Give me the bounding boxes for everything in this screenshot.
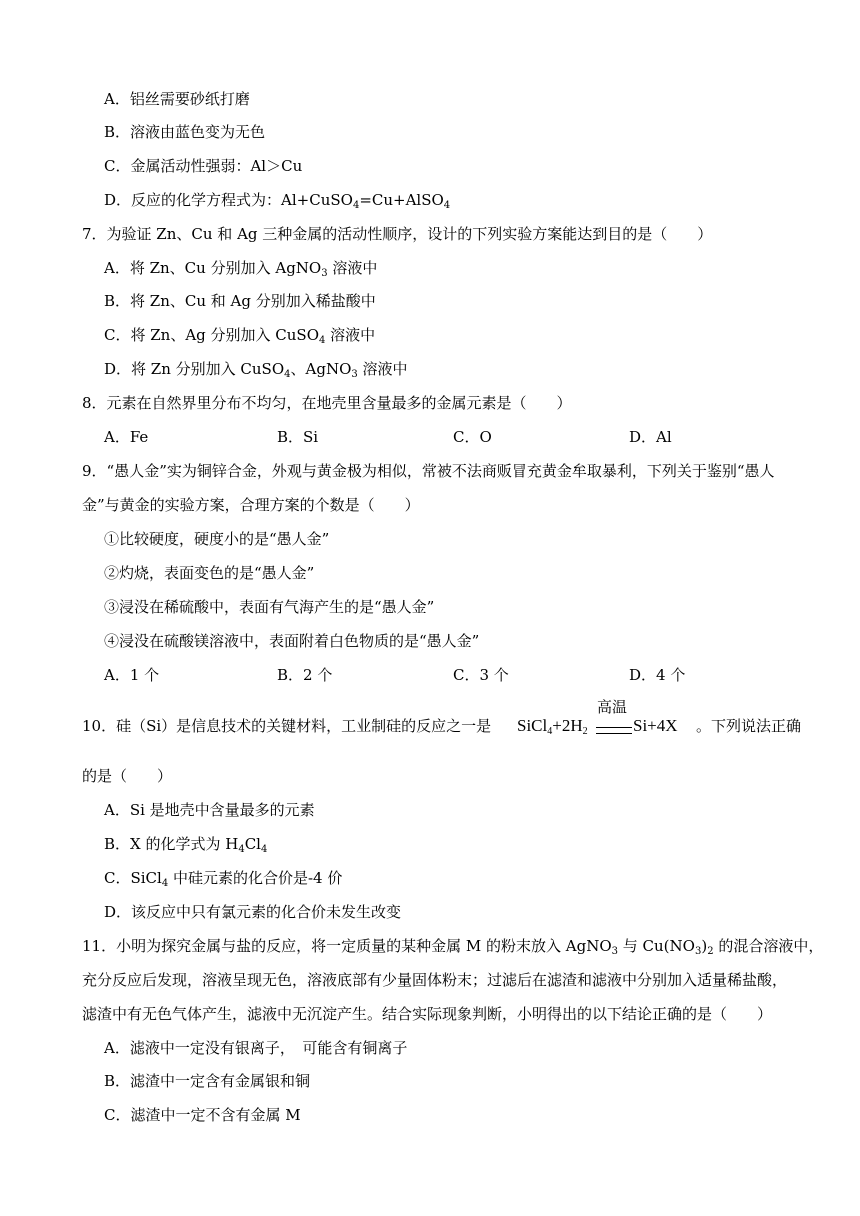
q10-equation	[512, 696, 682, 748]
q9-options	[0, 665, 860, 685]
q9-option-b: B．2 个	[277, 666, 333, 684]
q9-item-2: ②灼烧，表面变色的是“愚人金”	[104, 564, 315, 582]
q9-stem-line2: 金”与黄金的实验方案，合理方案的个数是（ ）	[82, 496, 420, 514]
q8-option-d: D．Al	[629, 428, 672, 446]
q6-option-d: D．反应的化学方程式为：Al+CuSO$_4$=Cu+AlSO$_4$	[104, 191, 451, 211]
q7-option-d: D．将 Zn 分别加入 CuSO$_4$、AgNO$_3$ 溶液中	[104, 360, 408, 380]
q10-equation-left: $SiCl_4+2H_2$	[517, 716, 588, 737]
q10-option-a: A．Si 是地壳中含量最多的元素	[104, 801, 315, 819]
q8-option-b: B．Si	[277, 428, 319, 446]
q10-option-c: C．SiCl$_4$ 中硅元素的化合价是-4 价	[104, 869, 343, 889]
q7-stem: 7．为验证 Zn、Cu 和 Ag 三种金属的活动性顺序，设计的下列实验方案能达到目的是（ ）	[82, 225, 713, 243]
q10-equation-condition: 高温	[597, 698, 628, 716]
q11-stem-line1: 11．小明为探究金属与盐的反应，将一定质量的某种金属 M 的粉末放入 AgNO$_3$ 与 $Cu(NO_3)_2$ 的混合溶液中，	[82, 937, 824, 957]
q10-option-d: D．该反应中只有氯元素的化合价未发生改变	[104, 903, 402, 921]
q9-item-4: ④浸没在硫酸镁溶液中，表面附着白色物质的是“愚人金”	[104, 632, 480, 650]
q9-stem-line1: 9．“愚人金”实为铜锌合金，外观与黄金极为相似，常被不法商贩冒充黄金牟取暴利，下列关于鉴别“愚人	[82, 462, 775, 480]
q11-stem-line3: 滤渣中有无色气体产生，滤液中无沉淀产生。结合实际现象判断，小明得出的以下结论正确的是（ ）	[82, 1005, 773, 1023]
q10-equation-right: Si+4X	[633, 716, 678, 735]
q9-item-3: ③浸没在稀硫酸中，表面有气海产生的是“愚人金”	[104, 598, 435, 616]
q7-option-a: A．将 Zn、Cu 分别加入 AgNO$_3$ 溶液中	[104, 259, 378, 279]
q9-option-a: A．1 个	[104, 666, 160, 684]
q6-option-b: B．溶液由蓝色变为无色	[104, 123, 266, 141]
q9-item-1: ①比较硬度，硬度小的是“愚人金”	[104, 530, 330, 548]
q10-stem-line2: 的是（ ）	[82, 767, 173, 785]
q10-stem-after: 。下列说法正确	[696, 717, 802, 735]
q10-equation-double-bar	[596, 727, 632, 734]
q8-options	[0, 427, 860, 447]
q11-stem-line2: 充分反应后发现，溶液呈现无色，溶液底部有少量固体粉末；过滤后在滤渣和滤液中分别加入适量稀盐酸，	[82, 971, 788, 989]
q10-option-b: B．X 的化学式为 $H_4Cl_4$	[104, 835, 268, 855]
q8-stem: 8．元素在自然界里分布不均匀，在地壳里含量最多的金属元素是（ ）	[82, 394, 572, 412]
q7-option-b: B．将 Zn、Cu 和 Ag 分别加入稀盐酸中	[104, 292, 376, 310]
q9-option-c: C．3 个	[453, 666, 509, 684]
q8-option-a: A．Fe	[104, 428, 149, 446]
q6-option-c: C．金属活动性强弱：Al＞Cu	[104, 157, 303, 175]
q11-option-c: C．滤渣中一定不含有金属 M	[104, 1106, 301, 1124]
q6-option-a: A．铝丝需要砂纸打磨	[104, 90, 250, 108]
q11-option-a: A．滤液中一定没有银离子， 可能含有铜离子	[104, 1039, 408, 1057]
q10-stem-before: 10．硅（Si）是信息技术的关键材料，工业制硅的反应之一是	[82, 717, 492, 735]
q7-option-c: C．将 Zn、Ag 分别加入 CuSO$_4$ 溶液中	[104, 326, 376, 346]
q11-option-b: B．滤渣中一定含有金属银和铜	[104, 1072, 311, 1090]
q9-option-d: D．4 个	[629, 666, 686, 684]
q8-option-c: C．O	[453, 428, 492, 446]
